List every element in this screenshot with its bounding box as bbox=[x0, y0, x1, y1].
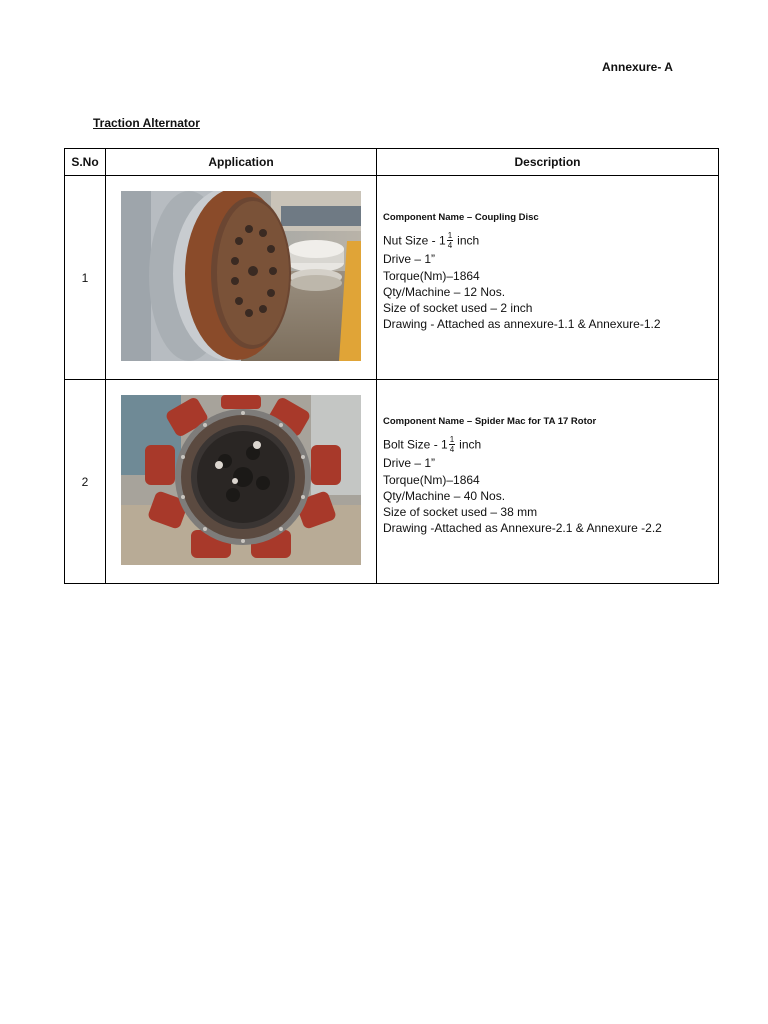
component-name: Component Name – Spider Mac for TA 17 Rotor bbox=[383, 416, 597, 427]
annexure-label: Annexure- A bbox=[602, 60, 673, 74]
fastener-size-label: Bolt Size - 1 bbox=[383, 437, 448, 452]
fastener-size bbox=[383, 436, 718, 455]
drive-size: Drive – 1” bbox=[383, 252, 436, 267]
row-description bbox=[377, 176, 719, 380]
size-fraction bbox=[447, 231, 453, 250]
spider-mac-rotor-photo bbox=[121, 395, 361, 565]
table-row bbox=[65, 380, 719, 584]
fraction-numerator: 1 bbox=[449, 435, 455, 445]
socket-size: Size of socket used – 2 inch bbox=[383, 301, 533, 316]
row-sno: 1 bbox=[65, 176, 106, 380]
size-fraction bbox=[449, 435, 455, 454]
coupling-disc-photo bbox=[121, 191, 361, 361]
row-application bbox=[106, 176, 377, 380]
qty-per-machine: Qty/Machine – 40 Nos. bbox=[383, 488, 506, 503]
column-header-sno: S.No bbox=[65, 149, 106, 176]
drive-size: Drive – 1” bbox=[383, 456, 436, 471]
fraction-numerator: 1 bbox=[447, 231, 453, 241]
fastener-size-unit: inch bbox=[459, 437, 482, 452]
column-header-description: Description bbox=[377, 149, 719, 176]
row-application bbox=[106, 380, 377, 584]
torque-value: Torque(Nm)–1864 bbox=[383, 268, 480, 283]
fastener-size-unit: inch bbox=[457, 233, 480, 248]
torque-value: Torque(Nm)–1864 bbox=[383, 472, 480, 487]
drawing-reference: Drawing - Attached as annexure-1.1 & Annexure-1.2 bbox=[383, 317, 661, 332]
table-row bbox=[65, 176, 719, 380]
fastener-size-label: Nut Size - 1 bbox=[383, 233, 446, 248]
qty-per-machine: Qty/Machine – 12 Nos. bbox=[383, 284, 506, 299]
fraction-denominator: 4 bbox=[447, 241, 453, 251]
drawing-reference: Drawing -Attached as Annexure-2.1 & Annexure -2.2 bbox=[383, 521, 662, 536]
fastener-size bbox=[383, 232, 718, 251]
document-title: Traction Alternator bbox=[93, 116, 200, 130]
fraction-denominator: 4 bbox=[449, 445, 455, 455]
row-description bbox=[377, 380, 719, 584]
components-table bbox=[64, 148, 719, 584]
component-name: Component Name – Coupling Disc bbox=[383, 212, 539, 223]
column-header-application: Application bbox=[106, 149, 377, 176]
table-header-row bbox=[65, 149, 719, 176]
socket-size: Size of socket used – 38 mm bbox=[383, 505, 538, 520]
row-sno: 2 bbox=[65, 380, 106, 584]
